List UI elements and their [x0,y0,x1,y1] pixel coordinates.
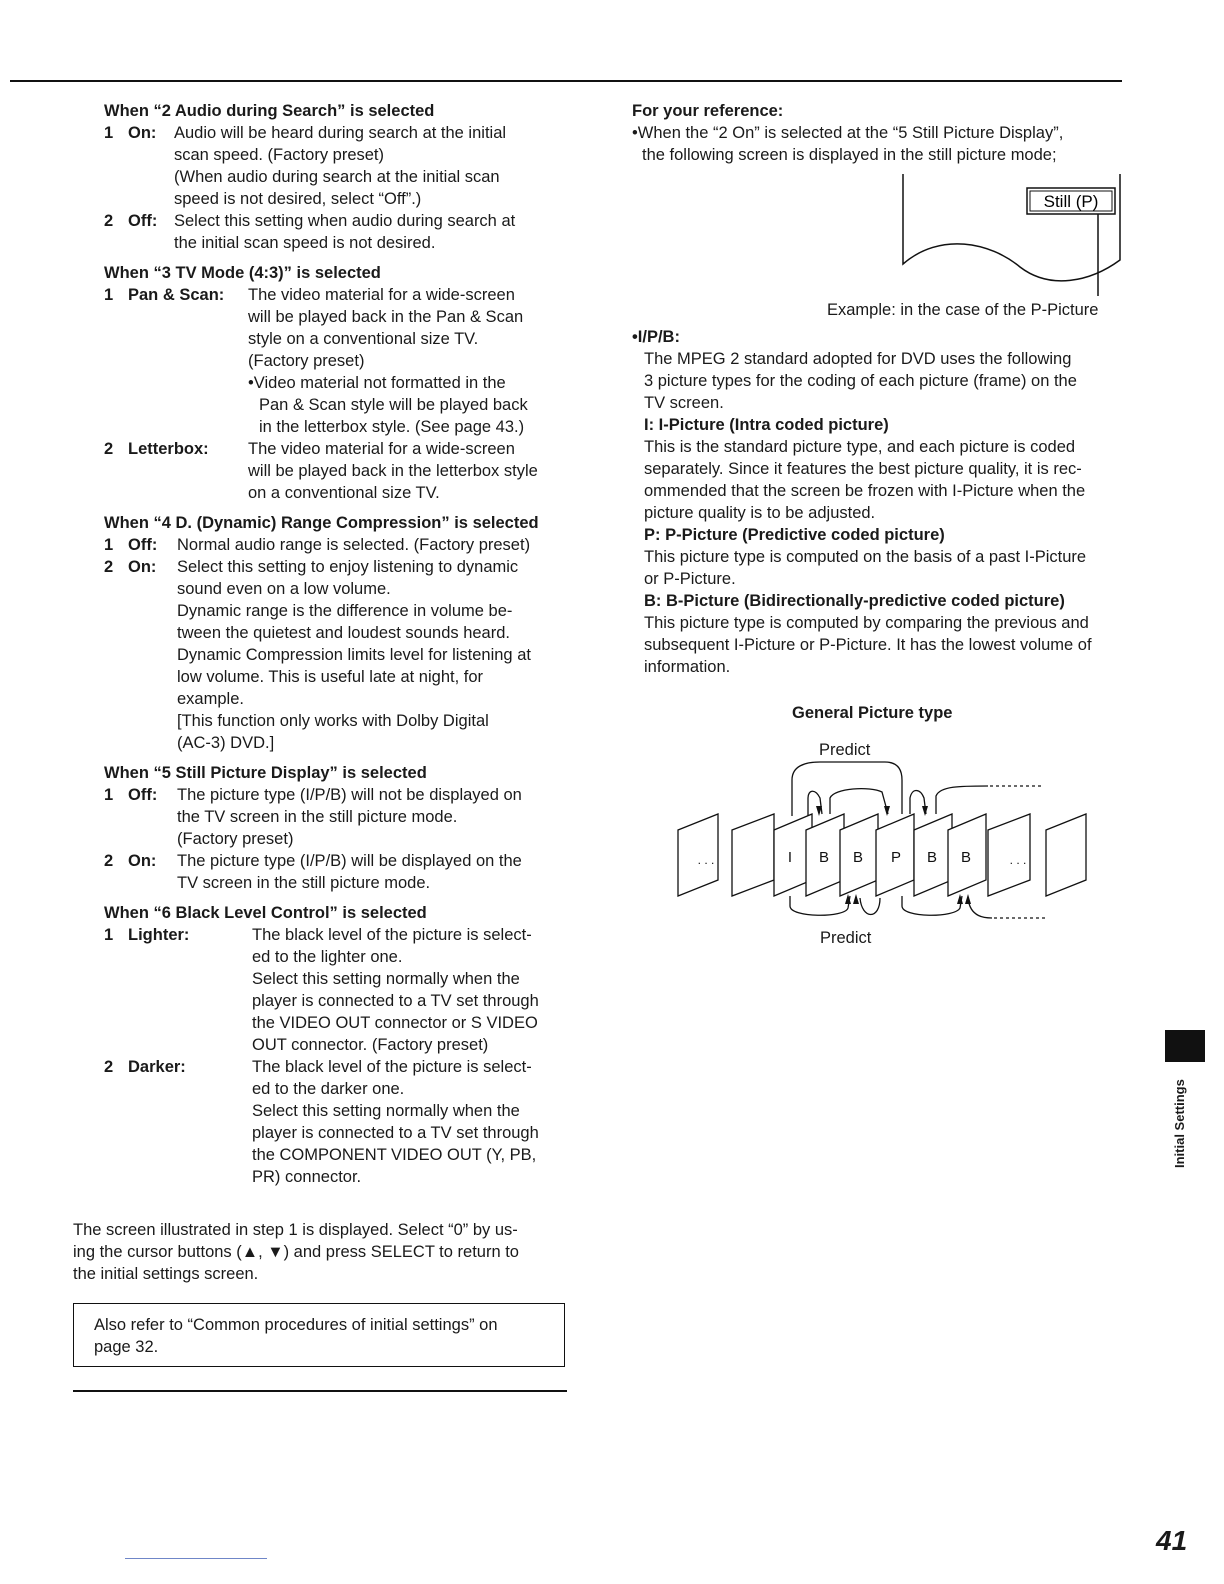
text-line: This picture type is computed on the basis of a past I-Picture [644,548,1087,566]
gop-diagram [670,758,1100,928]
option-label: On: [128,558,157,576]
predict-arrow-bottom-1 [790,896,850,915]
predict-top-label: Predict [819,741,871,759]
text-line: separately. Since it features the best picture quality, it is rec- [644,460,1082,478]
ellipsis-left: . . . [697,853,715,867]
text-line: tween the quietest and loudest sounds heard. [177,624,510,642]
ipb-heading: •I/P/B: [632,328,680,346]
arrowhead [922,806,928,816]
text-line: scan speed. (Factory preset) [174,146,385,164]
text-line: Also refer to “Common procedures of initial settings” on [94,1316,498,1334]
text-line: ed to the darker one. [252,1080,405,1098]
text-line: picture quality is to be adjusted. [644,504,876,522]
option-label: Off: [128,786,158,804]
arrowhead [853,894,859,904]
option-lighter [104,924,564,1056]
arrowhead [884,806,890,816]
text-line: (Factory preset) [248,352,365,370]
reference-note-box [73,1303,565,1367]
text-line: The picture type (I/P/B) will not be displayed on [177,786,522,804]
frame-label-b: B [818,849,830,866]
section-range-compression [104,512,564,754]
text-line: Dynamic range is the difference in volume be- [177,602,513,620]
text-line: This is the standard picture type, and each picture is coded [644,438,1076,456]
text-line: Audio will be heard during search at the initial [174,124,507,142]
top-rule [10,80,1122,82]
picture-types-section [632,326,1126,678]
text-line: The black level of the picture is select- [252,926,532,944]
text-line: OUT connector. (Factory preset) [252,1036,489,1054]
example-caption: Example: in the case of the P-Picture [827,301,1099,319]
option-number: 2 [104,558,114,576]
text-line: sound even on a low volume. [177,580,391,598]
section-heading: When “4 D. (Dynamic) Range Compression” is selected [104,514,539,532]
bullet-line: •Video material not formatted in the [248,374,506,392]
option-number: 2 [104,440,114,458]
i-picture-heading: I: I-Picture (Intra coded picture) [644,416,889,434]
section-heading: When “3 TV Mode (4:3)” is selected [104,264,381,282]
text-line: (Factory preset) [177,830,294,848]
text-line: or P-Picture. [644,570,736,588]
option-on [104,556,564,754]
text-line: PR) connector. [252,1168,362,1186]
option-number: 2 [104,212,114,230]
text-line: The video material for a wide-screen [248,286,515,304]
text-line: the COMPONENT VIDEO OUT (Y, PB, [252,1146,537,1164]
text-line: player is connected to a TV set through [252,992,539,1010]
option-pan-scan [104,284,564,438]
option-number: 1 [104,926,114,944]
text-line: ommended that the screen be frozen with I-Picture when the [644,482,1086,500]
option-label: On: [128,852,157,870]
text-line: ed to the lighter one. [252,948,403,966]
closing-paragraph [73,1219,565,1285]
option-number: 2 [104,852,114,870]
text-line: example. [177,690,244,708]
option-label: Off: [128,536,158,554]
frame-left [732,814,774,896]
text-line: 3 picture types for the coding of each picture (frame) on the [644,372,1077,390]
bullet-line: Pan & Scan style will be played back [259,396,528,414]
diagram-title: General Picture type [792,704,953,722]
text-line: player is connected to a TV set through [252,1124,539,1142]
option-label: Darker: [128,1058,186,1076]
text-line: style on a conventional size TV. [248,330,479,348]
predict-bottom-label: Predict [820,929,872,947]
side-tab-label: Initial Settings [1172,1079,1187,1168]
text-line: the initial settings screen. [73,1265,259,1283]
section-marker-block [1165,1030,1205,1062]
ellipsis-right: . . . [1009,853,1027,867]
text-line: •When the “2 On” is selected at the “5 Still Picture Display”, [632,124,1064,142]
option-label: Lighter: [128,926,190,944]
frame-outer-right [1046,814,1086,896]
text-line: the TV screen in the still picture mode. [177,808,458,826]
option-number: 1 [104,286,114,304]
section-audio-during-search [104,100,564,254]
page-number: 41 [1156,1525,1188,1556]
text-line: [This function only works with Dolby Digital [177,712,489,730]
text-line: low volume. This is useful late at night, for [177,668,484,686]
text-line: speed is not desired, select “Off”.) [174,190,422,208]
text-line: TV screen. [644,394,724,412]
option-label: On: [128,124,157,142]
text-line: the initial scan speed is not desired. [174,234,436,252]
section-heading: When “2 Audio during Search” is selected [104,102,435,120]
section-still-picture-display [104,762,564,894]
text-line: The black level of the picture is select- [252,1058,532,1076]
text-line: information. [644,658,731,676]
right-column [632,100,1126,166]
text-line: The MPEG 2 standard adopted for DVD uses the following [644,350,1072,368]
section-tv-mode [104,262,564,504]
option-label: Pan & Scan: [128,286,225,304]
option-off [104,784,564,850]
text-line: (AC-3) DVD.] [177,734,275,752]
text-line: the following screen is displayed in the still picture mode; [642,146,1057,164]
bottom-rule [73,1390,567,1392]
option-off [104,534,564,556]
predict-arrow-bottom-3 [902,896,962,915]
text-line: on a conventional size TV. [248,484,440,502]
text-line: subsequent I-Picture or P-Picture. It has the lowest volume of [644,636,1092,654]
predict-arrow-next-top [936,786,988,814]
still-screen-illustration [900,172,1122,298]
section-heading: When “5 Still Picture Display” is selected [104,764,427,782]
text-line: will be played back in the letterbox style [248,462,538,480]
b-picture-heading: B: B-Picture (Bidirectionally-predictive coded picture) [644,592,1065,610]
option-number: 1 [104,786,114,804]
text-line: will be played back in the Pan & Scan [248,308,524,326]
text-line: Normal audio range is selected. (Factory preset) [177,536,531,554]
option-darker [104,1056,564,1188]
arrowhead [965,894,971,904]
option-label: Letterbox: [128,440,209,458]
section-black-level-control [104,902,564,1188]
section-heading: When “6 Black Level Control” is selected [104,904,427,922]
frame-label-b: B [960,849,972,866]
option-number: 2 [104,1058,114,1076]
predict-arrow-bottom-2 [860,898,880,915]
text-line: Select this setting when audio during search at [174,212,516,230]
text-line: page 32. [94,1338,159,1356]
text-line: Dynamic Compression limits level for listening at [177,646,531,664]
still-label-text: Still (P) [1043,192,1099,211]
text-line: (When audio during search at the initial scan [174,168,500,186]
option-number: 1 [104,536,114,554]
text-line: Select this setting to enjoy listening to dynamic [177,558,519,576]
left-column [104,100,564,1188]
p-picture-heading: P: P-Picture (Predictive coded picture) [644,526,945,544]
frame-label-p: P [890,849,902,866]
option-on [104,122,564,210]
frame-label-b: B [926,849,938,866]
text-line: This picture type is computed by comparing the previous and [644,614,1089,632]
option-off [104,210,564,254]
text-line: Select this setting normally when the [252,1102,520,1120]
text-line: The video material for a wide-screen [248,440,515,458]
predict-arrow-p-top [830,789,888,814]
option-label: Off: [128,212,158,230]
text-line: Select this setting normally when the [252,970,520,988]
reference-heading: For your reference: [632,102,784,120]
option-on [104,850,564,894]
text-line: The screen illustrated in step 1 is displayed. Select “0” by us- [73,1221,518,1239]
frame-label-i: I [787,849,793,866]
text-line: TV screen in the still picture mode. [177,874,431,892]
option-number: 1 [104,124,114,142]
text-line: the VIDEO OUT connector or S VIDEO [252,1014,538,1032]
frame-label-b: B [852,849,864,866]
footer-rule [125,1558,267,1559]
option-letterbox [104,438,564,504]
text-line: The picture type (I/P/B) will be displayed on the [177,852,522,870]
predict-arrow-bottom-4 [968,898,992,918]
bullet-line: in the letterbox style. (See page 43.) [259,418,525,436]
text-line: ing the cursor buttons (▲, ▼) and press SELECT to return to [73,1243,519,1261]
